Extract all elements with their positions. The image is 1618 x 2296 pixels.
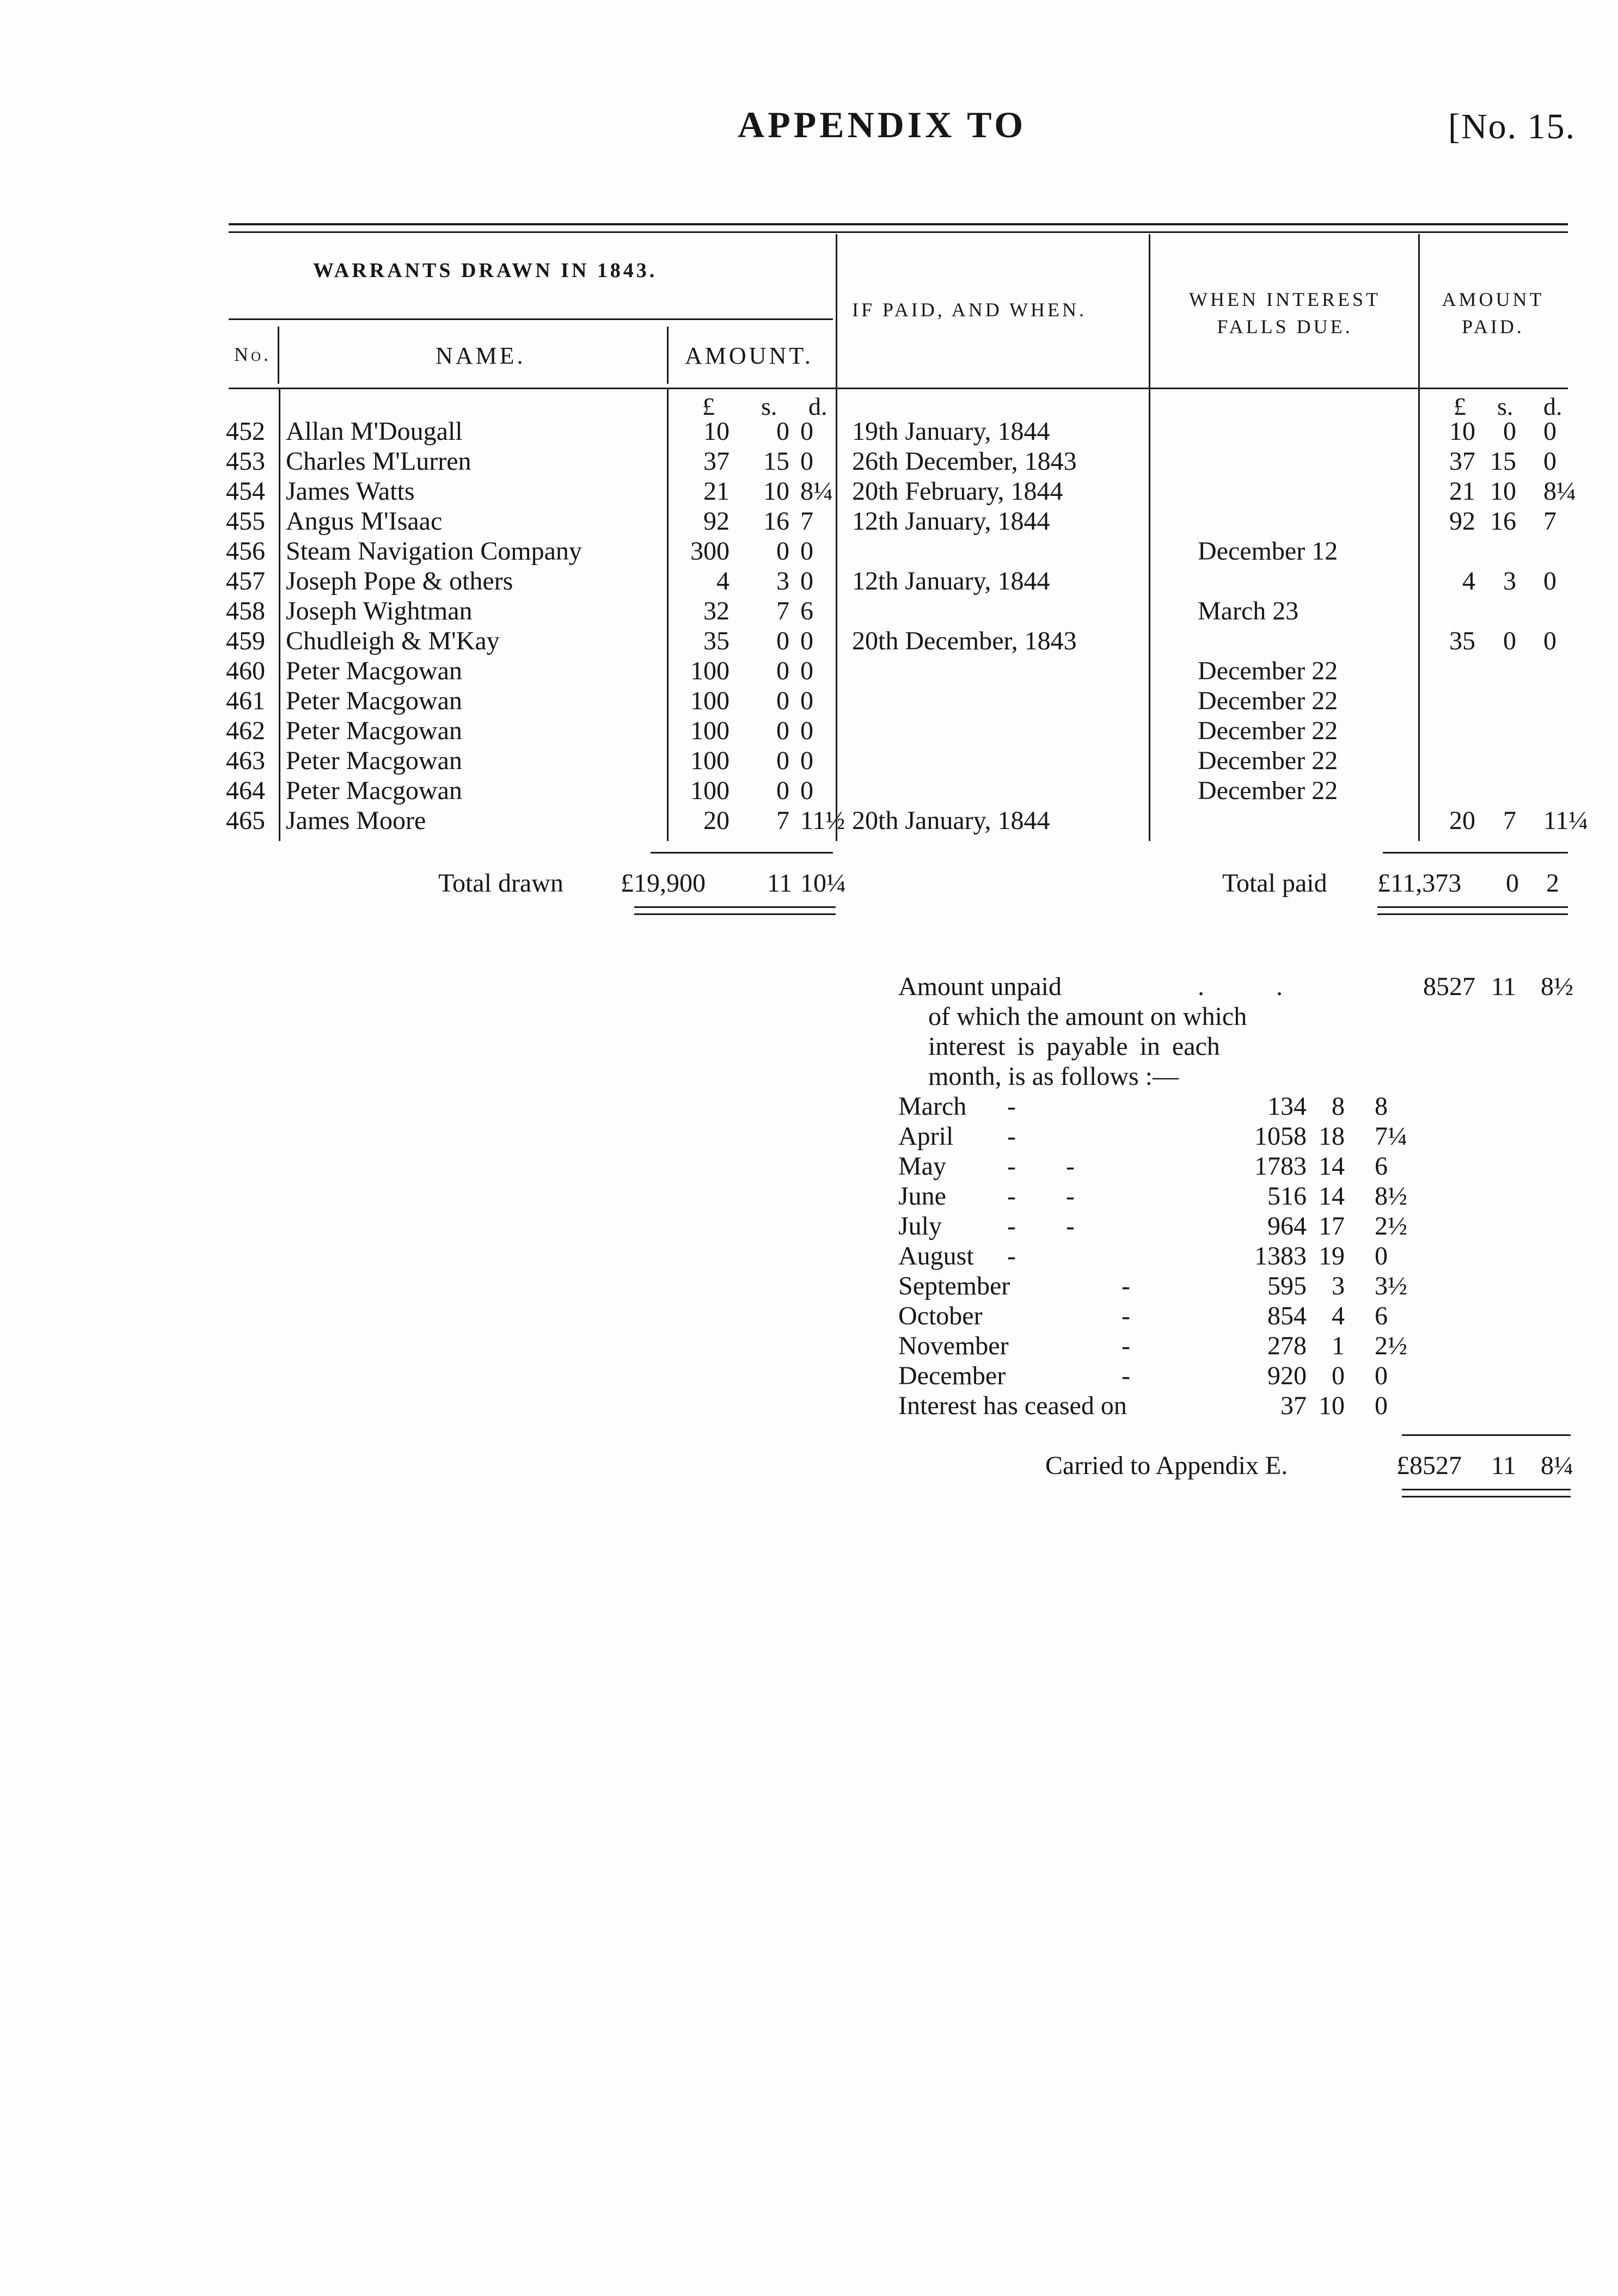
row-name: Allan M'Dougall [286,417,463,446]
row-pounds: 100 [690,656,730,685]
month-pence: 0 [1375,1361,1388,1390]
total-drawn-pounds: £19,900 [621,869,706,898]
row-name: Angus M'Isaac [286,507,443,536]
month-pounds: 516 [1267,1182,1307,1211]
row-pounds: 10 [703,417,730,446]
month-name: March [898,1092,967,1121]
row-name: James Moore [286,806,426,835]
row-interest-due [1198,566,1415,596]
row-shillings: 0 [776,627,789,655]
row-paid-shillings [1484,656,1516,686]
row-pounds: 100 [690,776,730,805]
unit-pence: d. [808,392,828,420]
month-pence: 6 [1375,1302,1388,1330]
paid-unit-pence: d. [1543,392,1562,420]
row-paid-pounds [1426,746,1475,776]
summary-note-line-2: interest is payable in each [928,1032,1220,1061]
month-dash: - - [1007,1182,1075,1211]
month-name: April [898,1122,954,1151]
header-bottom-rule [229,388,1568,389]
amount-unpaid-label: Amount unpaid [898,972,1062,1001]
row-no: 458 [226,597,265,625]
month-name: October [898,1302,983,1330]
row-no: 455 [226,507,265,536]
row-name: Peter Macgowan [286,656,462,685]
row-pounds: 21 [703,477,730,506]
row-interest-due: December 12 [1198,537,1338,566]
row-paid-shillings [1484,716,1516,746]
row-paid-pence: 0 [1543,627,1556,655]
header-warrants-drawn: WARRANTS DRAWN IN 1843. [313,259,658,282]
row-shillings: 0 [776,776,789,805]
row-pence: 0 [800,686,813,715]
row-paid-shillings [1484,776,1516,806]
row-shillings: 7 [776,597,789,625]
row-paid-pounds: 10 [1449,417,1475,446]
row-shillings: 0 [776,417,789,446]
row-paid-when [852,776,1146,806]
row-pounds: 37 [703,447,730,476]
month-pence: 6 [1375,1152,1388,1181]
row-paid-pounds: 35 [1449,627,1475,655]
total-paid-label: Total paid [1222,869,1327,898]
row-paid-shillings: 3 [1503,567,1516,596]
month-shillings: 18 [1319,1122,1345,1151]
row-pounds: 32 [703,597,730,625]
month-pounds: 920 [1267,1361,1307,1390]
row-no: 453 [226,447,265,476]
row-paid-pence [1543,536,1576,566]
row-no: 460 [226,656,265,685]
month-name: May [898,1152,946,1181]
row-pence: 0 [800,417,813,446]
row-paid-pounds [1426,596,1475,626]
row-paid-pounds [1426,716,1475,746]
row-interest-due: December 22 [1198,656,1338,685]
row-paid-shillings: 10 [1490,477,1516,506]
month-name: September [898,1272,1010,1300]
row-pence: 7 [800,507,813,536]
row-interest-due: December 22 [1198,776,1338,805]
month-dash: - [1007,1092,1016,1121]
row-paid-pence: 0 [1543,417,1556,446]
row-pounds: 100 [690,746,730,775]
row-pence: 8¼ [800,477,833,506]
row-paid-when: 12th January, 1844 [852,567,1050,596]
month-shillings: 1 [1332,1331,1345,1360]
row-paid-shillings: 7 [1503,806,1516,835]
row-paid-shillings [1484,596,1516,626]
row-paid-pounds: 4 [1462,567,1475,596]
amount-unpaid-pence: 8½ [1541,972,1573,1001]
unit-shillings: s. [761,392,777,420]
row-pounds: 100 [690,686,730,715]
row-paid-when [852,596,1146,626]
page-number: [No. 15. [1448,107,1576,146]
month-shillings: 8 [1332,1092,1345,1121]
month-name: November [898,1331,1009,1360]
row-pounds: 35 [703,627,730,655]
row-pence: 11½ [800,806,845,835]
month-pounds: 278 [1267,1331,1307,1360]
row-paid-when: 26th December, 1843 [852,447,1077,476]
row-shillings: 0 [776,686,789,715]
header-amount-paid: AMOUNT PAID. [1442,288,1545,337]
month-pounds: 37 [1280,1391,1307,1420]
month-dash: - [1121,1302,1130,1330]
row-paid-when [852,656,1146,686]
row-pence: 0 [800,746,813,775]
row-name: Peter Macgowan [286,686,462,715]
row-paid-pence [1543,686,1576,716]
row-paid-pence [1543,656,1576,686]
month-shillings: 10 [1319,1391,1345,1420]
month-shillings: 14 [1319,1152,1345,1181]
row-pence: 0 [800,716,813,745]
month-shillings: 0 [1332,1361,1345,1390]
row-paid-shillings: 16 [1490,507,1516,536]
row-interest-due: December 22 [1198,746,1338,775]
row-interest-due: December 22 [1198,716,1338,745]
summary-note-line-1: of which the amount on which [928,1002,1247,1031]
row-interest-due [1198,416,1415,446]
header-if-paid: IF PAID, AND WHEN. [852,299,1087,321]
row-paid-when [852,746,1146,776]
month-name: June [898,1182,946,1211]
row-name: Joseph Pope & others [286,567,513,596]
row-no: 457 [226,567,265,596]
carried-double-rule-2 [1402,1496,1571,1497]
row-no: 459 [226,627,265,655]
amount-unpaid-shillings: 11 [1491,972,1516,1001]
row-shillings: 16 [763,507,789,536]
row-name: James Watts [286,477,415,506]
row-shillings: 10 [763,477,789,506]
carried-double-rule-1 [1402,1489,1571,1490]
row-paid-when: 19th January, 1844 [852,417,1050,446]
row-paid-pounds: 37 [1449,447,1475,476]
month-dash: - [1121,1272,1130,1300]
month-pence: 7¼ [1375,1122,1407,1151]
row-pounds: 20 [703,806,730,835]
col-divider-amount-paid [1418,234,1420,841]
row-paid-pence [1543,776,1576,806]
row-paid-shillings [1484,536,1516,566]
row-pounds: 4 [716,567,730,596]
month-pounds: 1058 [1254,1122,1307,1151]
row-name: Peter Macgowan [286,776,462,805]
month-name: July [898,1212,942,1241]
row-paid-pence: 11¼ [1543,806,1589,835]
row-no: 463 [226,746,265,775]
row-pence: 0 [800,567,813,596]
row-name: Chudleigh & M'Kay [286,627,500,655]
month-pounds: 1383 [1254,1242,1307,1270]
month-shillings: 19 [1319,1242,1345,1270]
col-divider-amount-body [667,389,669,841]
row-shillings: 3 [776,567,789,596]
month-pounds: 854 [1267,1302,1307,1330]
row-paid-when: 12th January, 1844 [852,507,1050,536]
row-paid-pence [1543,716,1576,746]
row-pence: 0 [800,447,813,476]
row-paid-when: 20th January, 1844 [852,806,1050,835]
row-shillings: 0 [776,716,789,745]
row-name: Joseph Wightman [286,597,473,625]
row-paid-pence [1543,596,1576,626]
header-amount: AMOUNT. [685,342,813,369]
month-shillings: 14 [1319,1182,1345,1211]
total-drawn-double-rule-2 [634,913,836,915]
row-pounds: 300 [690,537,730,566]
total-drawn-pence: 10¼ [800,869,846,898]
row-no: 456 [226,537,265,566]
paid-total-rule [1383,852,1568,854]
row-no: 454 [226,477,265,506]
month-dash: - [1121,1361,1130,1390]
unit-pounds: £ [702,392,715,420]
row-paid-pence: 8¼ [1543,477,1576,506]
row-paid-shillings: 0 [1503,417,1516,446]
row-interest-due: March 23 [1198,597,1299,625]
month-name: December [898,1361,1006,1390]
row-paid-pence [1543,746,1576,776]
row-name: Steam Navigation Company [286,537,582,566]
month-pounds: 1783 [1254,1152,1307,1181]
row-no: 464 [226,776,265,805]
table-top-rule-2 [229,231,1568,233]
row-interest-due [1198,476,1415,506]
row-interest-due [1198,506,1415,536]
col-divider-amount [667,327,669,384]
row-name: Peter Macgowan [286,716,462,745]
row-paid-pounds: 21 [1449,477,1475,506]
carried-to-appendix-label: Carried to Appendix E. [1045,1451,1288,1480]
row-shillings: 0 [776,656,789,685]
carried-pence: 8¼ [1541,1451,1573,1480]
month-pounds: 134 [1267,1092,1307,1121]
row-shillings: 0 [776,746,789,775]
row-name: Peter Macgowan [286,746,462,775]
month-pence: 8½ [1375,1182,1407,1211]
month-shillings: 3 [1332,1272,1345,1300]
summary-note-line-3: month, is as follows :— [928,1062,1179,1091]
month-dash: - [1007,1122,1016,1151]
row-no: 465 [226,806,265,835]
month-pence: 3½ [1375,1272,1407,1300]
row-interest-due: December 22 [1198,686,1338,715]
month-pence: 2½ [1375,1331,1407,1360]
row-paid-pence: 7 [1543,507,1556,536]
row-pence: 0 [800,776,813,805]
month-pounds: 595 [1267,1272,1307,1300]
total-paid-shillings: 0 [1506,869,1519,898]
total-paid-double-rule-2 [1377,913,1568,915]
amount-unpaid-pounds: 8527 [1423,972,1475,1001]
row-paid-pounds [1426,776,1475,806]
month-name: August [898,1242,974,1270]
total-drawn-shillings: 11 [767,869,792,898]
row-paid-pounds [1426,686,1475,716]
table-top-rule [229,223,1568,225]
month-pence: 0 [1375,1391,1388,1420]
header-interest-due: WHEN INTEREST FALLS DUE. [1189,288,1381,337]
month-dash: - - [1007,1152,1075,1181]
row-paid-shillings: 0 [1503,627,1516,655]
month-dash: - [1007,1242,1016,1270]
col-divider-no [278,327,279,384]
row-no: 462 [226,716,265,745]
total-drawn-double-rule-1 [634,906,836,908]
month-shillings: 17 [1319,1212,1345,1241]
header-name: NAME. [436,342,526,369]
row-name: Charles M'Lurren [286,447,471,476]
row-paid-when [852,686,1146,716]
row-shillings: 7 [776,806,789,835]
month-dash: - - [1007,1212,1075,1241]
total-paid-pounds: £11,373 [1377,869,1462,898]
month-pence: 0 [1375,1242,1388,1270]
total-drawn-label: Total drawn [438,869,563,898]
month-pounds: 964 [1267,1212,1307,1241]
warrants-header-rule [229,318,833,320]
row-paid-shillings: 15 [1490,447,1516,476]
row-paid-pounds: 92 [1449,507,1475,536]
total-paid-pence: 2 [1546,869,1559,898]
row-paid-when [852,716,1146,746]
row-interest-due [1198,626,1415,656]
month-dash: - [1121,1331,1130,1360]
month-name: Interest has ceased on [898,1391,1127,1420]
row-no: 452 [226,417,265,446]
row-pence: 0 [800,627,813,655]
row-paid-pence: 0 [1543,567,1556,596]
row-paid-pence: 0 [1543,447,1556,476]
row-paid-pounds [1426,656,1475,686]
row-interest-due [1198,446,1415,476]
row-pounds: 92 [703,507,730,536]
month-pence: 2½ [1375,1212,1407,1241]
carried-top-rule [1402,1434,1571,1436]
row-paid-when: 20th December, 1843 [852,627,1077,655]
carried-shillings: 11 [1491,1451,1516,1480]
amount-unpaid-dots: . . [1198,972,1315,1001]
carried-pounds: £8527 [1396,1451,1462,1480]
col-divider-name-body [279,389,280,841]
row-paid-pounds: 20 [1449,806,1475,835]
page-title: APPENDIX TO [738,104,1027,145]
row-paid-shillings [1484,686,1516,716]
row-paid-when [852,536,1146,566]
row-no: 461 [226,686,265,715]
total-paid-double-rule-1 [1377,906,1568,908]
row-pence: 0 [800,656,813,685]
month-shillings: 4 [1332,1302,1345,1330]
row-interest-due [1198,806,1415,836]
header-no: No. [234,343,272,365]
row-shillings: 0 [776,537,789,566]
month-pence: 8 [1375,1092,1388,1121]
amount-total-rule [651,852,833,854]
paid-unit-pounds: £ [1454,392,1466,420]
row-pence: 6 [800,597,813,625]
row-shillings: 15 [763,447,789,476]
col-divider-interest [1149,234,1150,841]
row-paid-pounds [1426,536,1475,566]
row-paid-when: 20th February, 1844 [852,477,1063,506]
row-paid-shillings [1484,746,1516,776]
paid-unit-shillings: s. [1497,392,1513,420]
row-pence: 0 [800,537,813,566]
row-pounds: 100 [690,716,730,745]
